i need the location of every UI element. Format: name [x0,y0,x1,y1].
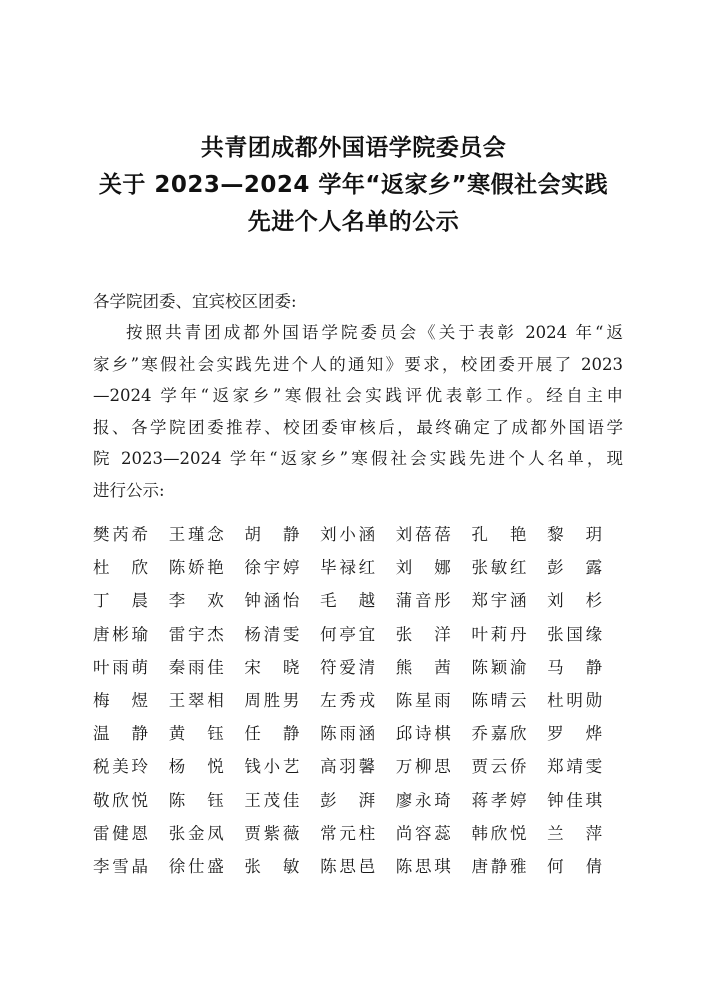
names-row [93,618,623,651]
name-text: 陈 钰 [168,790,224,810]
name-text: 张 洋 [395,624,451,644]
name-text: 韩欣悦 [471,823,527,843]
name-entry [169,784,245,817]
name-text: 贾紫薇 [244,823,300,843]
name-entry [320,518,396,551]
name-text: 张金凤 [168,823,224,843]
name-text: 陈思琪 [395,856,451,876]
name-text: 刘蓓蓓 [395,525,451,544]
name-entry [244,817,320,850]
name-entry [93,618,169,651]
name-entry [396,518,472,551]
name-text: 雷健恩 [93,823,148,843]
title-line-3: 先进个人名单的公示 [247,209,460,235]
name-entry [169,551,245,584]
name-text: 张国缘 [547,624,603,644]
name-text: 贾云侨 [471,757,527,777]
name-text: 周胜男 [244,690,300,710]
name-entry [93,784,169,817]
names-row [93,784,623,817]
paragraph-line: —2024 学年“返家乡”寒假社会实践评优表彰工作。经自主申 [93,386,623,405]
name-text: 刘 娜 [395,558,451,578]
name-text: 蒲音彤 [395,591,451,611]
name-text: 黎 玥 [547,525,603,544]
name-entry [396,750,472,783]
name-text: 刘小涵 [320,525,376,544]
name-entry [547,850,607,883]
name-entry [169,651,245,684]
name-text: 秦雨佳 [168,657,224,677]
name-entry [244,584,320,617]
name-entry [320,850,396,883]
name-entry [471,817,547,850]
name-entry [320,784,396,817]
name-text: 马 静 [547,657,603,677]
name-text: 温 静 [93,724,148,744]
name-entry [93,584,169,617]
name-text: 陈星雨 [395,690,451,710]
name-text: 梅 煜 [93,690,148,710]
name-entry [93,518,169,551]
name-entry [471,584,547,617]
name-entry [169,750,245,783]
name-entry [320,651,396,684]
name-text: 税美玲 [93,757,148,777]
name-entry [471,850,547,883]
names-row [93,551,623,584]
name-text: 敬欣悦 [93,790,148,810]
names-row [93,584,623,617]
name-entry [396,551,472,584]
name-text: 罗 烨 [547,724,603,744]
name-entry [244,750,320,783]
name-text: 廖永琦 [395,790,451,810]
name-entry [547,551,607,584]
name-entry [320,717,396,750]
name-entry [396,850,472,883]
name-text: 毕禄红 [320,558,376,578]
name-entry [396,784,472,817]
name-text: 常元柱 [320,823,376,843]
name-entry [396,584,472,617]
name-text: 陈雨涵 [320,724,376,744]
name-text: 王翠相 [168,690,224,710]
name-entry [547,717,607,750]
name-entry [93,651,169,684]
name-entry [471,651,547,684]
name-entry [471,717,547,750]
name-text: 张 敏 [244,856,300,876]
name-text: 樊芮希 [93,525,148,544]
name-text: 兰 萍 [547,823,603,843]
name-text: 杨清雯 [244,624,300,644]
name-text: 孔 艳 [471,525,527,544]
name-text: 丁 晨 [93,591,148,611]
name-entry [169,817,245,850]
name-text: 杜 欣 [93,558,148,578]
name-text: 李雪晶 [93,856,148,876]
names-row [93,750,623,783]
name-entry [547,784,607,817]
name-text: 唐彬瑜 [93,624,148,644]
name-entry [244,684,320,717]
name-text: 彭 湃 [320,790,376,810]
name-text: 叶莉丹 [471,624,527,644]
name-text: 高羽馨 [320,757,376,777]
name-entry [93,717,169,750]
name-entry [244,618,320,651]
name-entry [320,551,396,584]
paragraph-line: 按照共青团成都外国语学院委员会《关于表彰 2024 年“返 [126,323,623,342]
name-entry [547,651,607,684]
names-row [93,817,623,850]
name-entry [547,684,607,717]
name-entry [244,551,320,584]
names-row [93,850,623,883]
document-title [0,130,707,241]
paragraph-line: 报、各学院团委推荐、校团委审核后，最终确定了成都外国语学 [93,417,623,437]
name-entry [320,684,396,717]
name-text: 何 倩 [547,856,603,876]
name-text: 徐宇婷 [244,558,300,578]
name-text: 王瑾念 [168,525,224,544]
name-entry [547,584,607,617]
name-text: 陈思邑 [320,856,376,876]
name-entry [244,717,320,750]
name-entry [93,684,169,717]
name-entry [93,551,169,584]
name-entry [471,618,547,651]
name-text: 王茂佳 [244,790,300,810]
name-text: 何亭宜 [320,624,376,644]
name-text: 钱小艺 [244,757,300,777]
name-text: 徐仕盛 [168,856,224,876]
name-entry [93,750,169,783]
name-entry [93,850,169,883]
names-row [93,717,623,750]
names-row [93,651,623,684]
name-entry [396,817,472,850]
name-entry [169,850,245,883]
name-entry [169,684,245,717]
name-text: 陈晴云 [471,690,527,710]
name-entry [320,817,396,850]
name-text: 胡 静 [244,525,300,544]
name-entry [93,817,169,850]
name-text: 陈娇艳 [168,558,224,578]
names-list [93,518,623,883]
name-text: 杜明勋 [547,690,603,710]
name-entry [396,651,472,684]
name-entry [169,717,245,750]
name-entry [244,850,320,883]
name-text: 邱诗棋 [395,724,451,744]
title-line-2: 关于 2023—2024 学年“返家乡”寒假社会实践 [98,172,609,198]
name-text: 熊 茜 [395,657,451,677]
name-entry [471,750,547,783]
name-text: 杨 悦 [168,757,224,777]
name-text: 毛 越 [320,591,376,611]
name-entry [169,618,245,651]
name-entry [547,817,607,850]
name-entry [169,518,245,551]
name-entry [471,551,547,584]
notice-body [93,286,623,506]
name-entry [244,651,320,684]
name-entry [396,717,472,750]
name-text: 蒋孝婷 [471,790,527,810]
name-text: 乔嘉欣 [471,724,527,744]
name-text: 陈颖渝 [471,657,527,677]
name-text: 李 欢 [168,591,224,611]
name-text: 左秀戎 [320,690,376,710]
name-text: 郑宇涵 [471,591,527,611]
name-text: 黄 钰 [168,724,224,744]
name-text: 钟佳琪 [547,790,603,810]
name-text: 宋 晓 [244,657,300,677]
name-entry [320,584,396,617]
name-entry [396,618,472,651]
name-text: 唐静雅 [471,856,527,876]
paragraph-line: 进行公示: [93,480,165,500]
name-text: 张敏红 [471,558,527,578]
name-entry [471,784,547,817]
name-entry [471,684,547,717]
names-row [93,684,623,717]
name-entry [547,750,607,783]
name-entry [244,784,320,817]
title-line-1: 共青团成都外国语学院委员会 [200,135,507,161]
name-text: 彭 露 [547,558,603,578]
name-entry [471,518,547,551]
name-text: 尚容蕊 [395,823,451,843]
name-entry [547,618,607,651]
name-entry [169,584,245,617]
name-text: 刘 杉 [547,591,603,611]
names-row [93,518,623,551]
name-entry [547,518,607,551]
name-entry [396,684,472,717]
name-text: 雷宇杰 [168,624,224,644]
name-text: 钟涵怡 [244,591,300,611]
paragraph-line: 家乡”寒假社会实践先进个人的通知》要求，校团委开展了 2023 [93,354,623,374]
name-text: 万柳思 [395,757,451,777]
name-text: 叶雨萌 [93,657,148,677]
name-text: 郑靖雯 [547,757,603,777]
name-entry [320,750,396,783]
salutation: 各学院团委、宜宾校区团委: [93,292,297,311]
name-entry [320,618,396,651]
paragraph-line: 院 2023—2024 学年“返家乡”寒假社会实践先进个人名单，现 [93,449,623,468]
name-text: 符爱清 [320,657,376,677]
name-entry [244,518,320,551]
name-text: 任 静 [244,724,300,744]
